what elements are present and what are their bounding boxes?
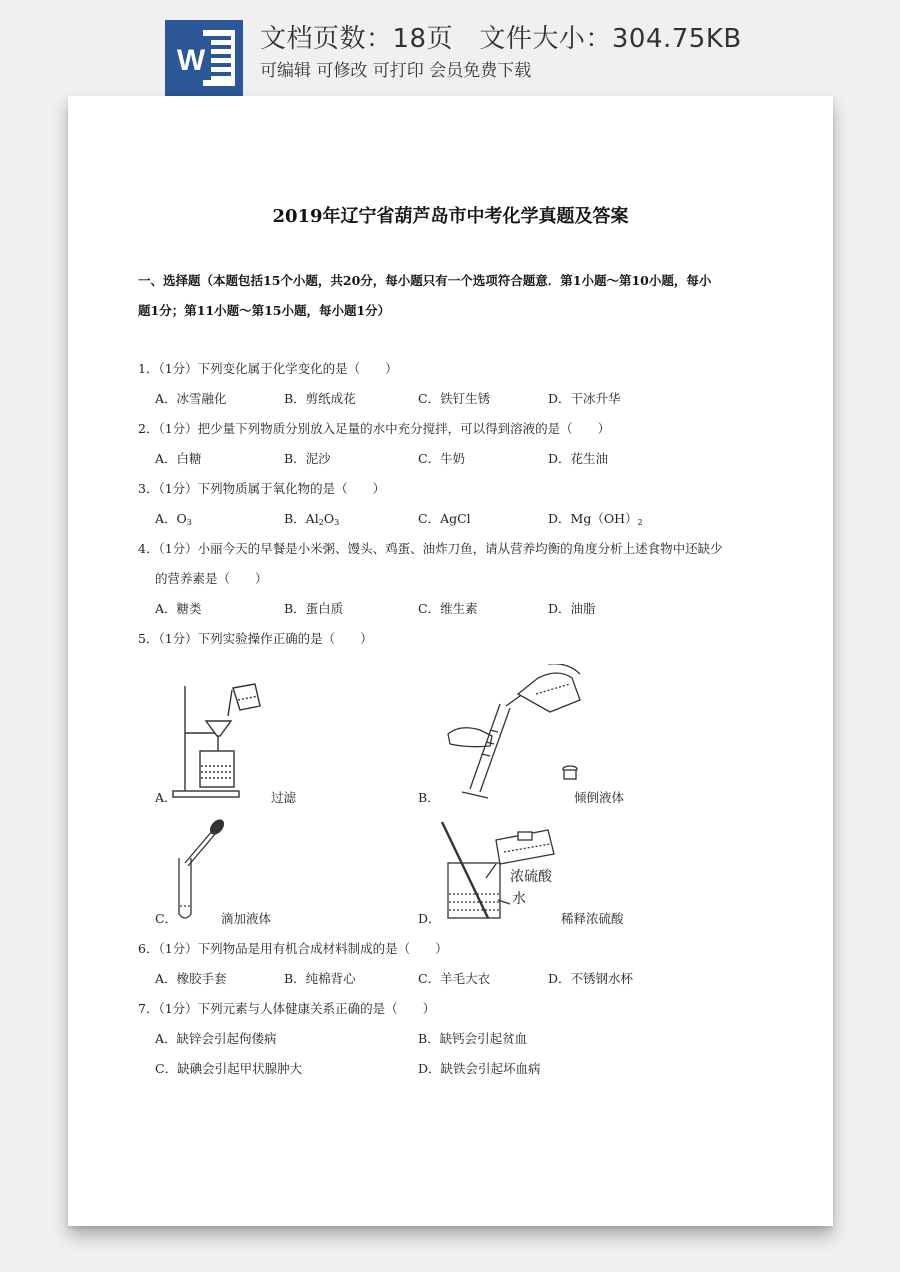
- question-4-option-a: A．糖类: [155, 601, 202, 616]
- filtration-apparatus-figure: [168, 676, 263, 801]
- question-4-option-c: C．维生素: [418, 601, 478, 616]
- download-banner: [0, 0, 900, 100]
- question-1-stem: 1．（1分）下列变化属于化学变化的是（ ）: [138, 361, 398, 376]
- question-4-option-d: D．油脂: [548, 601, 596, 616]
- question-5-stem: 5．（1分）下列实验操作正确的是（ ）: [138, 631, 373, 646]
- figure-d-caption: 稀释浓硫酸: [561, 911, 624, 926]
- question-3-option-a: A．$O_3$: [155, 511, 192, 527]
- document-page: [68, 96, 833, 1226]
- question-7-option-b: B．缺钙会引起贫血: [418, 1031, 528, 1046]
- question-1-option-d: D．干冰升华: [548, 391, 621, 406]
- question-3-option-d: D．$Mg(OH)_2$: [548, 511, 643, 527]
- figure-c-caption: 滴加液体: [221, 911, 272, 926]
- question-3-option-b: B．$Al_2O_3$: [284, 511, 340, 527]
- figure-a-caption: 过滤: [271, 790, 297, 805]
- figure-b-caption: 倾倒液体: [574, 790, 625, 805]
- question-6-option-c: C．羊毛大衣: [418, 971, 491, 986]
- label-concentrated-sulfuric-acid: 浓硫酸: [510, 869, 552, 885]
- doc-meta-line: 文档页数：18页 文件大小：304.75KB: [260, 24, 742, 54]
- question-6-option-d: D．不锈钢水杯: [548, 971, 634, 986]
- question-7-option-a: A．缺锌会引起佝偻病: [155, 1031, 277, 1046]
- doc-features-line: 可编辑 可修改 可打印 会员免费下载: [260, 61, 532, 81]
- question-4-option-b: B．蛋白质: [284, 601, 344, 616]
- question-7-stem: 7．（1分）下列元素与人体健康关系正确的是（ ）: [138, 1001, 436, 1016]
- question-6-option-b: B．纯棉背心: [284, 971, 356, 986]
- figure-d-letter: D．: [418, 911, 441, 926]
- question-1-option-c: C．铁钉生锈: [418, 391, 491, 406]
- question-6-stem: 6．（1分）下列物品是用有机合成材料制成的是（ ）: [138, 941, 448, 956]
- pouring-liquid-figure: [440, 664, 590, 799]
- question-2-option-c: C．牛奶: [418, 451, 466, 466]
- figure-c-letter: C．: [155, 911, 178, 926]
- question-7-option-c: C．缺碘会引起甲状腺肿大: [155, 1061, 303, 1076]
- question-4-stem: 4．（1分）小丽今天的早餐是小米粥、馒头、鸡蛋、油炸刀鱼，请从营养均衡的角度分析上述食物中还缺少: [138, 541, 723, 556]
- question-1-option-b: B．剪纸成花: [284, 391, 356, 406]
- word-icon-letter: W: [176, 44, 206, 77]
- figure-a-letter: A．: [155, 790, 177, 805]
- question-7-option-d: D．缺铁会引起坏血病: [418, 1061, 541, 1076]
- question-2-option-a: A．白糖: [155, 451, 202, 466]
- question-2-option-b: B．泥沙: [284, 451, 331, 466]
- question-1-option-a: A．冰雪融化: [155, 391, 227, 406]
- section-heading-line-2: 题1分；第11小题～第15小题，每小题1分）: [138, 303, 391, 318]
- word-document-icon: [165, 20, 243, 96]
- question-2-stem: 2．（1分）把少量下列物质分别放入足量的水中充分搅拌，可以得到溶液的是（ ）: [138, 421, 611, 436]
- section-heading-line-1: 一、选择题（本题包括15个小题，共20分，每小题只有一个选项符合题意．第1小题～第10小题，每小: [138, 273, 712, 288]
- question-6-option-a: A．橡胶手套: [155, 971, 227, 986]
- figure-b-letter: B．: [418, 790, 440, 805]
- dropper-test-tube-figure: [173, 818, 233, 923]
- page-title: 2019年辽宁省葫芦岛市中考化学真题及答案: [272, 206, 629, 227]
- question-2-option-d: D．花生油: [548, 451, 609, 466]
- section-heading: [138, 266, 778, 326]
- question-3-option-c: C．AgCl: [418, 511, 471, 526]
- question-3-stem: 3．（1分）下列物质属于氧化物的是（ ）: [138, 481, 386, 496]
- label-water: 水: [512, 891, 526, 907]
- question-4-stem-continued: 的营养素是（ ）: [155, 571, 268, 586]
